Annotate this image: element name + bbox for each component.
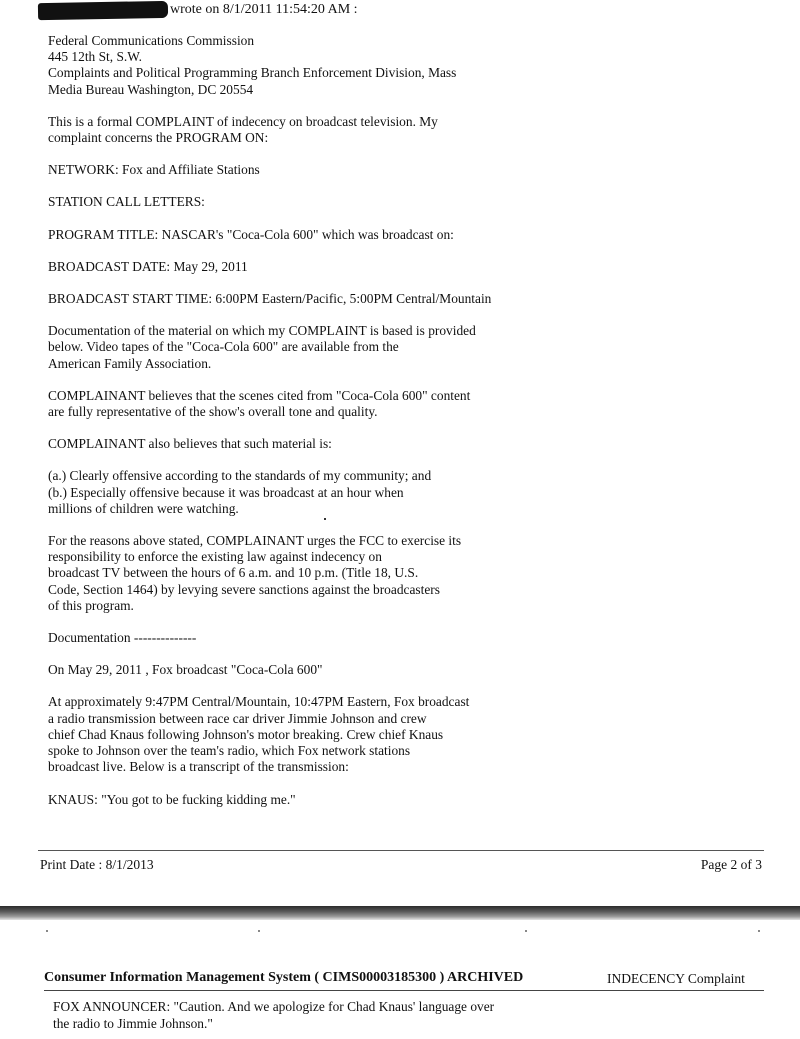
header-divider: [44, 990, 764, 991]
text-line: of this program.: [48, 597, 134, 613]
text-line: FOX ANNOUNCER: "Caution. And we apologize for Chad Knaus' language over: [53, 999, 495, 1014]
text-line: chief Chad Knaus following Johnson's motor breaking. Crew chief Knaus: [48, 726, 444, 742]
complaint-body: [48, 33, 548, 824]
text-line: broadcast live. Below is a transcript of the transmission:: [48, 759, 349, 775]
intro-line: This is a formal COMPLAINT of indecency on broadcast television. My: [48, 113, 438, 129]
complaint-type: INDECENCY Complaint: [607, 971, 745, 986]
scan-speck: [258, 930, 260, 932]
address-block: [48, 33, 548, 98]
scan-speck: [46, 930, 48, 932]
text-line: below. Video tapes of the "Coca-Cola 600" are available from the: [48, 339, 399, 355]
text-line: Code, Section 1464) by levying severe sanctions against the broadcasters: [48, 581, 440, 597]
belief-statement: COMPLAINANT also believes that such material is:: [48, 436, 332, 452]
print-date: Print Date : 8/1/2013: [40, 857, 154, 872]
intro-paragraph: [48, 114, 548, 146]
station-field: STATION CALL LETTERS:: [48, 194, 205, 210]
belief-paragraph: [48, 388, 548, 420]
criteria-item: (a.) Clearly offensive according to the standards of my community; and: [48, 468, 432, 484]
scan-speck: [758, 930, 760, 932]
address-line: Federal Communications Commission: [48, 33, 255, 48]
text-line: Documentation of the material on which my COMPLAINT is based is provided: [48, 323, 476, 339]
address-line: Complaints and Political Programming Branch Enforcement Division, Mass: [48, 65, 457, 81]
text-line: responsibility to enforce the existing law against indecency on: [48, 549, 382, 565]
network-field: NETWORK: Fox and Affiliate Stations: [48, 162, 260, 178]
continuation-text: [53, 998, 494, 1032]
email-header-line: wrote on 8/1/2011 11:54:20 AM :: [170, 2, 358, 17]
criteria-item: (b.) Especially offensive because it was broadcast at an hour when: [48, 484, 404, 500]
stray-mark: [324, 518, 326, 520]
scan-speck: [525, 930, 527, 932]
redaction-bar: [38, 1, 168, 20]
broadcast-note: On May 29, 2011 , Fox broadcast "Coca-Cola 600": [48, 662, 323, 678]
text-line: broadcast TV between the hours of 6 a.m. and 10 p.m. (Title 18, U.S.: [48, 565, 419, 581]
criteria-item: millions of children were watching.: [48, 500, 239, 516]
page-number: Page 2 of 3: [700, 857, 762, 872]
page-break-shadow: [0, 906, 800, 920]
broadcast-start-field: BROADCAST START TIME: 6:00PM Eastern/Pacific, 5:00PM Central/Mountain: [48, 291, 492, 307]
address-line: Media Bureau Washington, DC 20554: [48, 81, 254, 97]
broadcast-date-field: BROADCAST DATE: May 29, 2011: [48, 258, 248, 274]
program-title-field: PROGRAM TITLE: NASCAR's "Coca-Cola 600" which was broadcast on:: [48, 226, 454, 242]
text-line: are fully representative of the show's overall tone and quality.: [48, 404, 378, 420]
footer-divider: [38, 850, 764, 851]
text-line: For the reasons above stated, COMPLAINANT urges the FCC to exercise its: [48, 533, 462, 549]
text-line: spoke to Johnson over the team's radio, which Fox network stations: [48, 743, 411, 759]
incident-paragraph: [48, 694, 548, 775]
text-line: At approximately 9:47PM Central/Mountain, 10:47PM Eastern, Fox broadcast: [48, 694, 470, 710]
reasons-paragraph: [48, 533, 548, 614]
system-header: Consumer Information Management System ( CIMS00003185300 ) ARCHIVED: [44, 970, 524, 985]
intro-line: complaint concerns the PROGRAM ON:: [48, 130, 269, 146]
documentation-heading: Documentation --------------: [48, 630, 197, 646]
address-line: 445 12th St, S.W.: [48, 49, 143, 65]
transcript-quote: KNAUS: "You got to be fucking kidding me.": [48, 791, 296, 807]
text-line: a radio transmission between race car driver Jimmie Johnson and crew: [48, 710, 427, 726]
text-line: COMPLAINANT believes that the scenes cited from "Coca-Cola 600" content: [48, 387, 471, 403]
criteria-list: [48, 468, 548, 517]
text-line: the radio to Jimmie Johnson.": [53, 1016, 213, 1031]
text-line: American Family Association.: [48, 355, 212, 371]
documentation-intro: [48, 323, 548, 372]
